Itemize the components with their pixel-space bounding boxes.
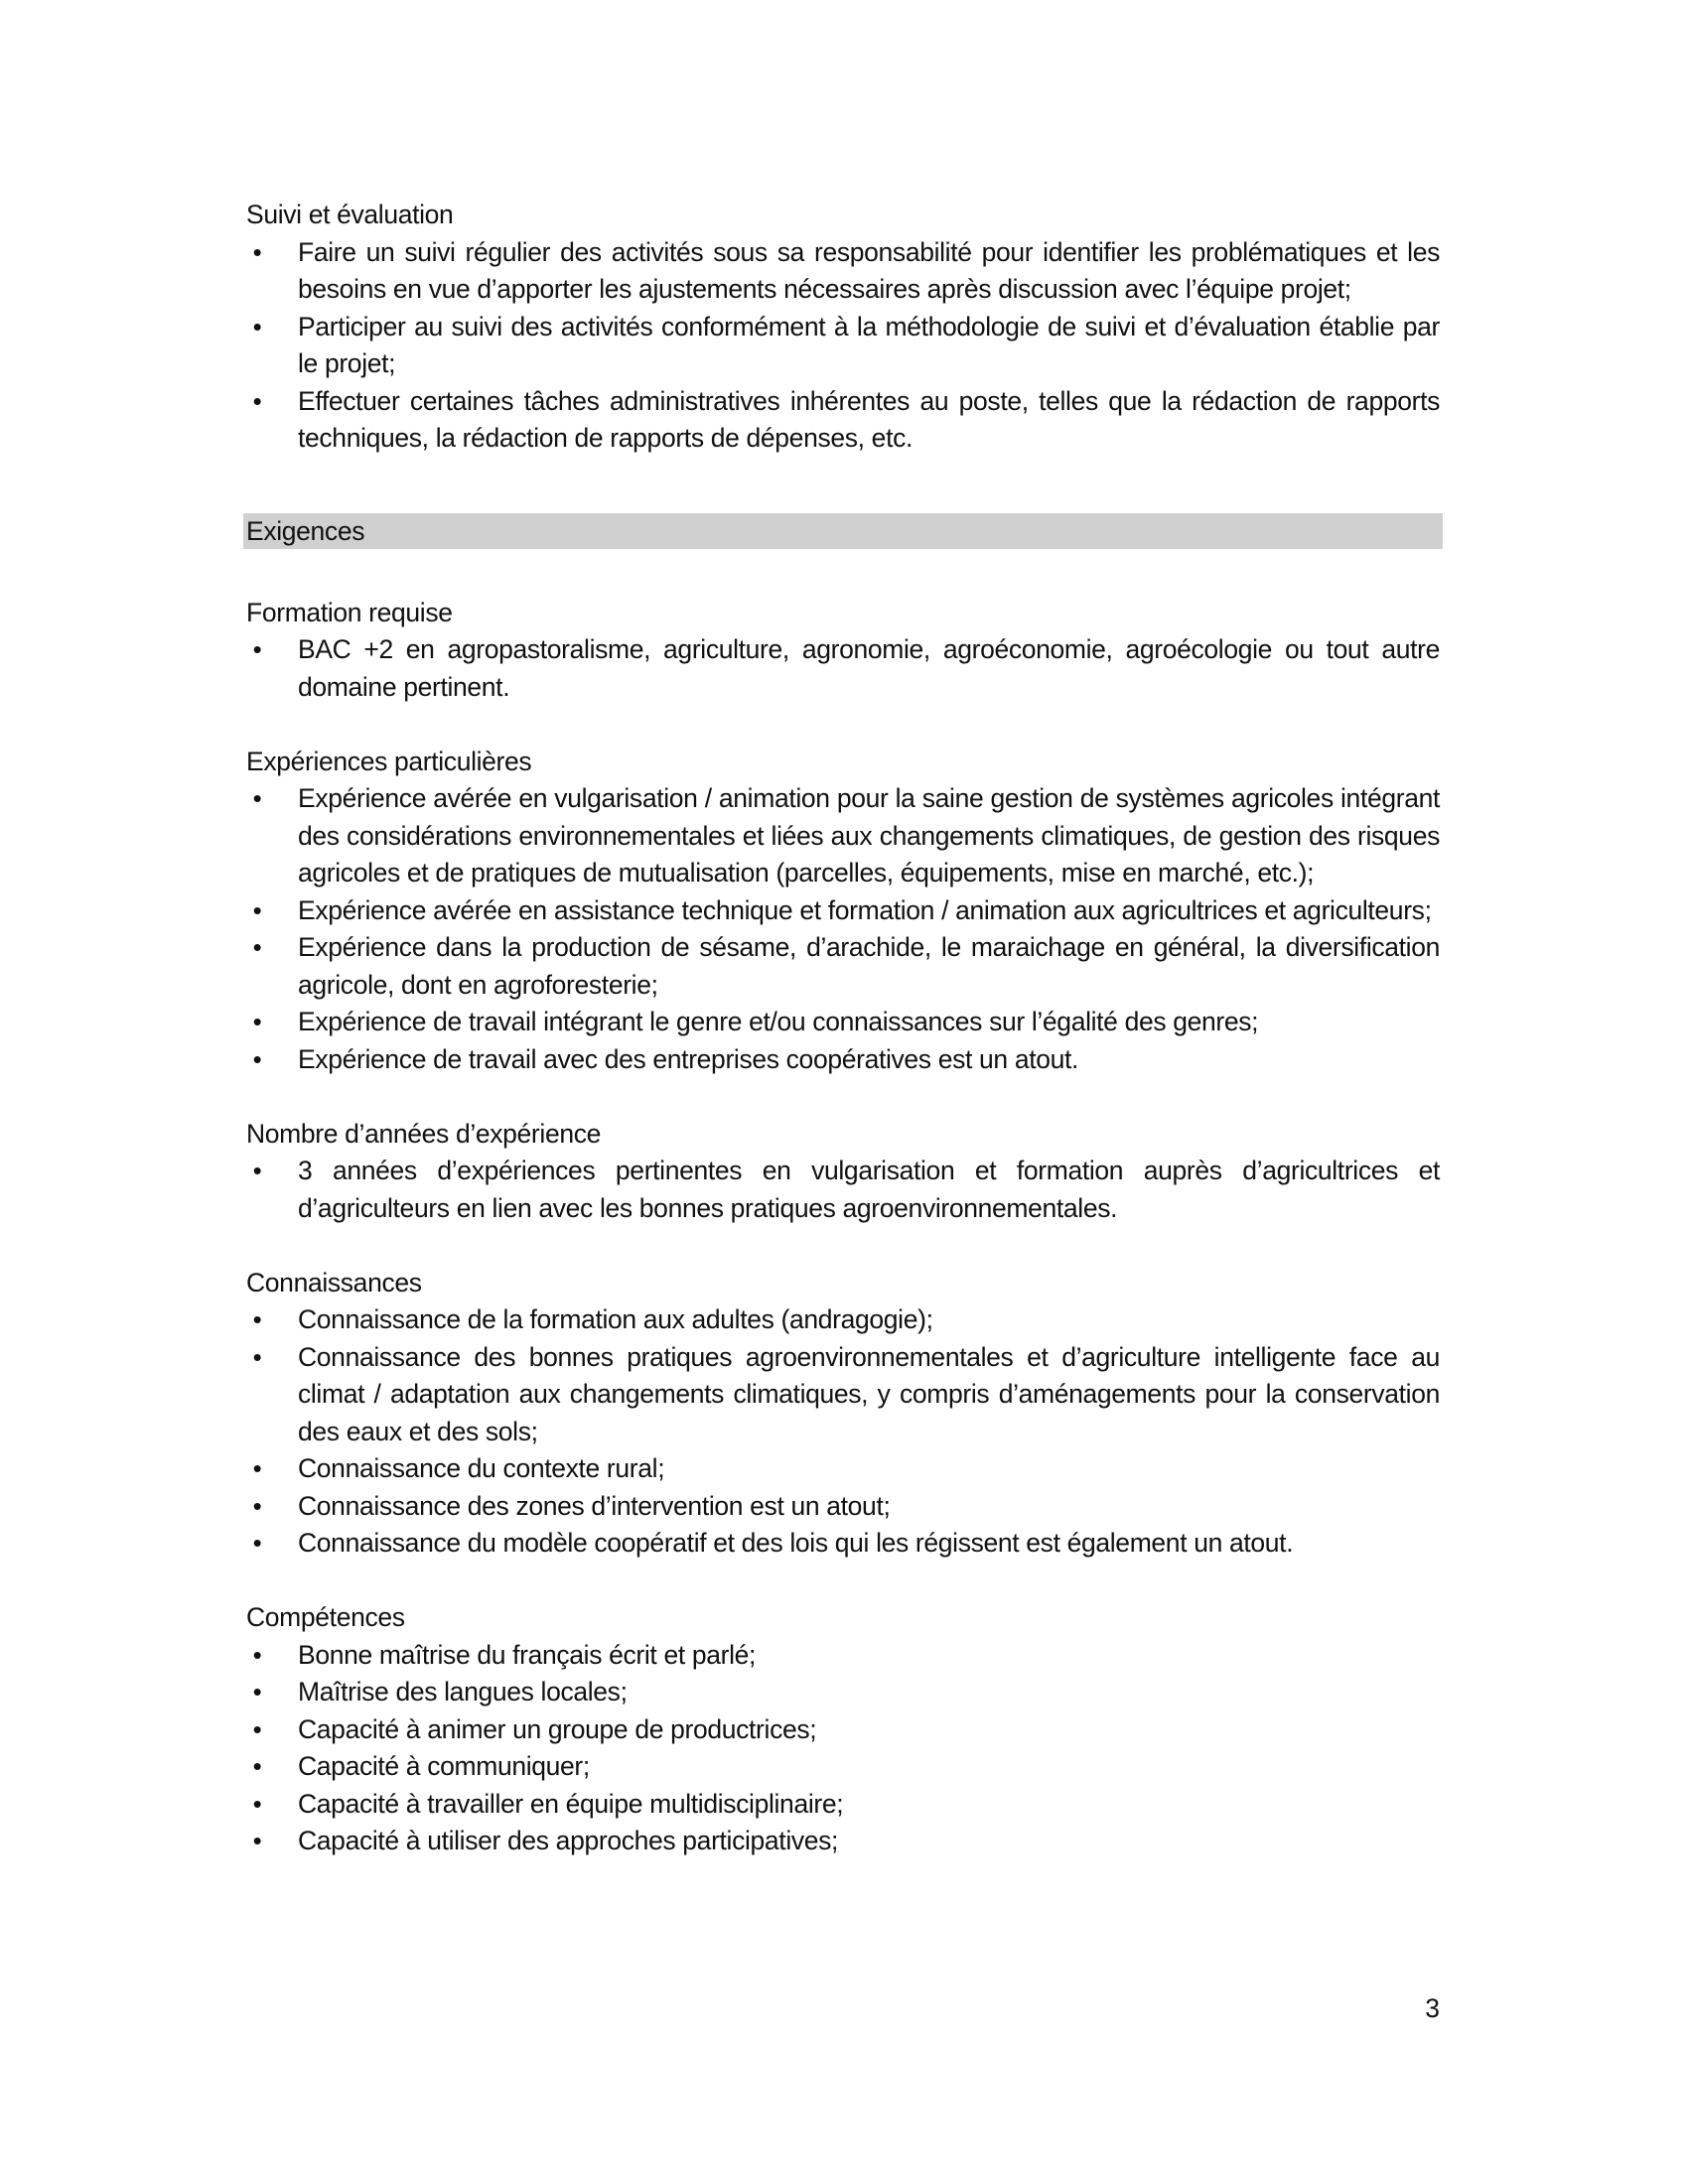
- section-formation-requise: [246, 595, 1440, 707]
- list-item-text: Capacité à utiliser des approches participatives;: [298, 1826, 839, 1855]
- section-heading: Connaissances: [246, 1267, 422, 1297]
- list-item: [246, 1004, 1440, 1041]
- list-item-text: Connaissance de la formation aux adultes (andragogie);: [298, 1304, 933, 1334]
- list-item-text: Capacité à animer un groupe de productrices;: [298, 1713, 817, 1744]
- bullet-icon: •: [252, 634, 262, 664]
- bullet-icon: •: [252, 1713, 262, 1744]
- list-item: [246, 892, 1440, 930]
- bullet-icon: •: [252, 1639, 262, 1670]
- list-item: [246, 1786, 1440, 1824]
- bullet-icon: •: [252, 1677, 262, 1706]
- bullet-list: [246, 1153, 1440, 1227]
- section-suivi-evaluation: [246, 197, 1440, 458]
- section-heading: Suivi et évaluation: [246, 200, 454, 229]
- bullet-list: [246, 234, 1440, 458]
- bullet-icon: •: [252, 236, 262, 267]
- section-competences: [246, 1599, 1440, 1860]
- page-number: 3: [1425, 1993, 1440, 2023]
- bullet-icon: •: [252, 1156, 262, 1185]
- list-item: [246, 1823, 1440, 1860]
- section-heading: Nombre d’années d’expérience: [246, 1118, 602, 1149]
- list-item-text: Expérience avérée en assistance technique et formation / animation aux agricultrices et agriculteurs;: [298, 894, 1432, 925]
- spacer: [246, 458, 1440, 513]
- list-item: [246, 234, 1440, 309]
- spacer: [246, 549, 1440, 595]
- bullet-icon: •: [252, 1304, 262, 1334]
- list-item-text: Participer au suivi des activités conformément à la méthodologie de suivi et d’évaluation établie par le projet;: [298, 311, 1440, 378]
- section-connaissances: [246, 1265, 1440, 1563]
- bullet-icon: •: [252, 932, 262, 962]
- list-item: [246, 1525, 1440, 1563]
- bullet-icon: •: [252, 1453, 262, 1483]
- bullet-icon: •: [252, 1490, 262, 1521]
- list-item: [246, 1711, 1440, 1749]
- spacer: [246, 1078, 1440, 1116]
- bullet-icon: •: [252, 311, 262, 341]
- bullet-icon: •: [252, 1751, 262, 1781]
- bullet-list: [246, 631, 1440, 706]
- list-item: [246, 1748, 1440, 1786]
- list-item-text: BAC +2 en agropastoralisme, agriculture, agronomie, agroéconomie, agroécologie ou tout autre domaine pertinent.: [298, 634, 1440, 702]
- bullet-icon: •: [252, 1826, 262, 1855]
- spacer: [246, 1227, 1440, 1265]
- page-content: [246, 197, 1440, 1860]
- list-item-text: Expérience de travail avec des entreprises coopératives est un atout.: [298, 1043, 1079, 1074]
- bullet-icon: •: [252, 1341, 262, 1372]
- bullet-icon: •: [252, 783, 262, 813]
- spacer: [246, 706, 1440, 744]
- section-banner-exigences: Exigences: [243, 513, 1443, 549]
- list-item-text: Capacité à travailler en équipe multidisciplinaire;: [298, 1788, 844, 1819]
- list-item-text: Expérience dans la production de sésame, d’arachide, le maraichage en général, la diversification agricole, dont en agroforesterie;: [298, 932, 1440, 1000]
- bullet-icon: •: [252, 1528, 262, 1558]
- bullet-icon: •: [252, 1007, 262, 1036]
- section-heading: Expériences particulières: [246, 746, 532, 776]
- list-item-text: Expérience avérée en vulgarisation / animation pour la saine gestion de systèmes agricoles intégrant des considérations environnementales et liées aux changements climatiques, de gestion des risques agricoles et de pratiques de mutualisation (parcelles, équipements, mise en marché, etc.);: [298, 783, 1440, 887]
- bullet-icon: •: [252, 894, 262, 925]
- list-item: [246, 383, 1440, 458]
- list-item: [246, 1339, 1440, 1451]
- list-item: [246, 309, 1440, 383]
- list-item: [246, 1153, 1440, 1227]
- section-heading: Formation requise: [246, 597, 453, 627]
- list-item: [246, 1637, 1440, 1675]
- list-item-text: Connaissance des zones d’intervention est un atout;: [298, 1490, 891, 1521]
- list-item-text: Faire un suivi régulier des activités sous sa responsabilité pour identifier les problématiques et les besoins en vue d’apporter les ajustements nécessaires après discussion avec l’équipe projet;: [298, 236, 1440, 304]
- spacer: [246, 1563, 1440, 1600]
- section-annees-experience: [246, 1116, 1440, 1228]
- list-item: [246, 1674, 1440, 1711]
- list-item-text: 3 années d’expériences pertinentes en vulgarisation et formation auprès d’agricultrices et d’agriculteurs en lien avec les bonnes pratiques agroenvironnementales.: [298, 1156, 1440, 1223]
- list-item-text: Expérience de travail intégrant le genre et/ou connaissances sur l’égalité des genres;: [298, 1007, 1259, 1036]
- bullet-icon: •: [252, 1043, 262, 1074]
- list-item: [246, 1041, 1440, 1079]
- section-heading: Compétences: [246, 1602, 405, 1632]
- bullet-list: [246, 1301, 1440, 1563]
- section-experiences-particulieres: [246, 744, 1440, 1079]
- bullet-list: [246, 1637, 1440, 1860]
- list-item-text: Connaissance du modèle coopératif et des lois qui les régissent est également un atout.: [298, 1528, 1294, 1558]
- list-item-text: Connaissance du contexte rural;: [298, 1453, 665, 1483]
- bullet-icon: •: [252, 385, 262, 416]
- list-item-text: Maîtrise des langues locales;: [298, 1677, 628, 1706]
- list-item: [246, 929, 1440, 1004]
- list-item: [246, 780, 1440, 892]
- list-item: [246, 631, 1440, 706]
- bullet-icon: •: [252, 1788, 262, 1819]
- list-item-text: Bonne maîtrise du français écrit et parlé;: [298, 1639, 757, 1670]
- list-item: [246, 1301, 1440, 1339]
- list-item: [246, 1488, 1440, 1526]
- list-item-text: Effectuer certaines tâches administratives inhérentes au poste, telles que la rédaction de rapports techniques, la rédaction de rapports de dépenses, etc.: [298, 385, 1440, 453]
- bullet-list: [246, 780, 1440, 1078]
- list-item-text: Connaissance des bonnes pratiques agroenvironnementales et d’agriculture intelligente face au climat / adaptation aux changements climatiques, y compris d’aménagements pour la conservation des eaux et des sols;: [298, 1341, 1440, 1446]
- list-item-text: Capacité à communiquer;: [298, 1751, 590, 1781]
- list-item: [246, 1450, 1440, 1488]
